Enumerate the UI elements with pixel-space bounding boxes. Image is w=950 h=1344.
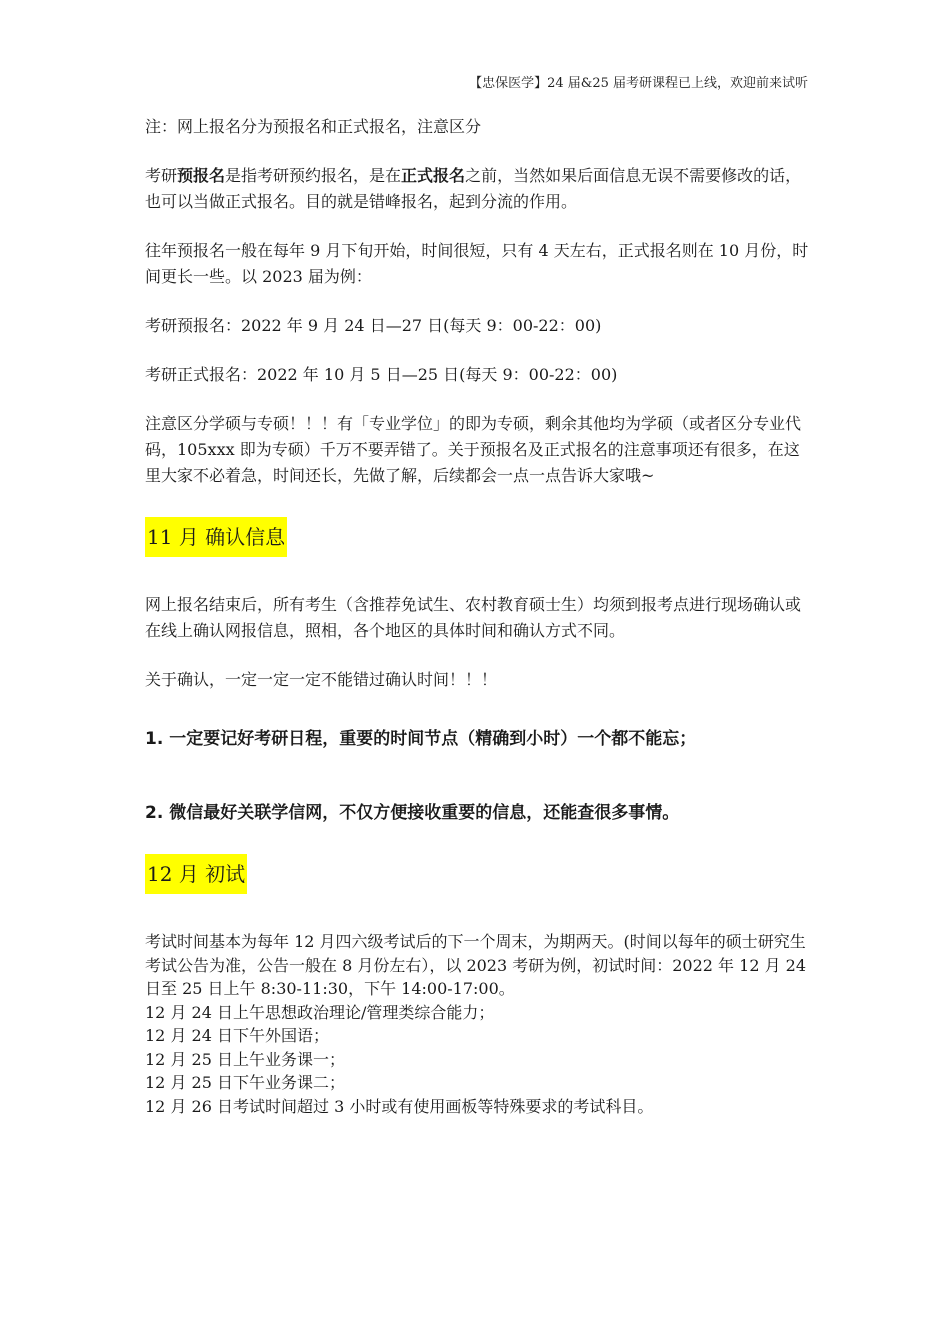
intro-text-3: 之前，当然如果后面信息无误不需要修改的话，也可以当做正式报名。目的就是错峰报名，起到分流的作用。 bbox=[145, 166, 802, 211]
intro-text-1: 考研 bbox=[145, 166, 178, 185]
exam-schedule-line: 12 月 24 日上午思想政治理论/管理类综合能力； bbox=[145, 1002, 495, 1022]
timing-paragraph: 往年预报名一般在每年 9 月下旬开始，时间很短，只有 4 天左右，正式报名则在 10 月份，时间更长一些。以 2023 届为例： bbox=[145, 241, 809, 286]
tip-item-1: 1. 一定要记好考研日程，重要的时间节点（精确到小时）一个都不能忘； bbox=[145, 729, 697, 749]
intro-paragraph bbox=[145, 163, 810, 215]
intro-text-2: 是指考研预约报名，是在 bbox=[225, 166, 402, 185]
exam-paragraph: 考试时间基本为每年 12 月四六级考试后的下一个周末，为期两天。(时间以每年的硕士研究生考试公告为准，公告一般在 8 月份左右），以 2023 考研为例，初试时间：2022 年 12 月 24 日至 25 日上午 8:30-11:30，下午 14:00-17:00。 bbox=[145, 932, 807, 998]
exam-schedule-line: 12 月 25 日上午业务课一； bbox=[145, 1049, 345, 1069]
document-body bbox=[145, 114, 810, 1118]
december-heading: 12 月 初试 bbox=[145, 854, 247, 894]
confirmation-paragraph: 网上报名结束后，所有考生（含推荐免试生、农村教育硕士生）均须到报考点进行现场确认或在线上确认网报信息，照相，各个地区的具体时间和确认方式不同。 bbox=[145, 595, 802, 640]
formal-registration-date: 考研正式报名：2022 年 10 月 5 日—25 日(每天 9：00-22：00) bbox=[145, 365, 618, 384]
exam-schedule-line: 12 月 24 日下午外国语； bbox=[145, 1026, 329, 1045]
note-paragraph: 注：网上报名分为预报名和正式报名，注意区分 bbox=[145, 117, 482, 136]
formal-registration-term: 正式报名 bbox=[401, 166, 466, 185]
exam-schedule-line: 12 月 26 日考试时间超过 3 小时或有使用画板等特殊要求的考试科目。 bbox=[145, 1096, 654, 1116]
pre-registration-date: 考研预报名：2022 年 9 月 24 日—27 日(每天 9：00-22：00) bbox=[145, 316, 602, 335]
exam-schedule-line: 12 月 25 日下午业务课二； bbox=[145, 1073, 345, 1092]
confirmation-warning: 关于确认，一定一定一定不能错过确认时间！！！ bbox=[145, 670, 498, 689]
tip-item-2: 2. 微信最好关联学信网，不仅方便接收重要的信息，还能查很多事情。 bbox=[145, 803, 680, 823]
pre-registration-term: 预报名 bbox=[177, 166, 226, 185]
page-header: 【忠保医学】24 届&25 届考研课程已上线，欢迎前来试听 bbox=[469, 76, 808, 91]
caution-paragraph: 注意区分学硕与专硕！！！有「专业学位」的即为专硕，剩余其他均为学硕（或者区分专业代码，105xxx 即为专硕）千万不要弄错了。关于预报名及正式报名的注意事项还有很多，在这里大家不必着急，时间还长，先做了解，后续都会一点一点告诉大家哦~ bbox=[145, 414, 802, 485]
november-heading: 11 月 确认信息 bbox=[145, 517, 287, 557]
